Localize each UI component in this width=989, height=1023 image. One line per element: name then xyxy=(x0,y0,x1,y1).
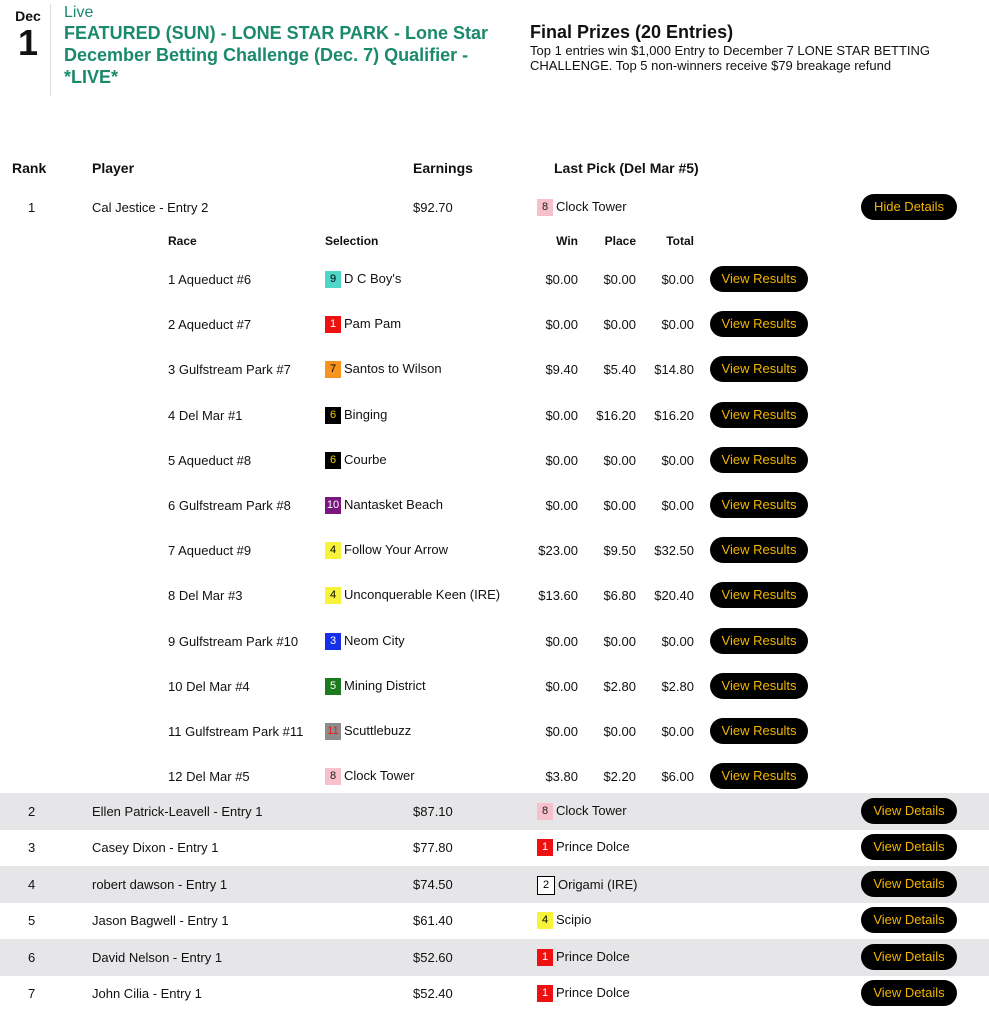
col-player-header: Player xyxy=(92,160,135,176)
detail-place: $5.40 xyxy=(603,362,636,378)
detail-total: $0.00 xyxy=(661,317,694,333)
entry-earnings: $87.10 xyxy=(413,804,453,819)
saddle-cloth-badge: 3 xyxy=(325,633,341,650)
detail-race: 7 Aqueduct #9 xyxy=(168,543,252,559)
leaderboard-row xyxy=(0,975,989,1012)
leaderboard-row xyxy=(0,866,989,903)
contest-header xyxy=(0,0,989,120)
details-toggle-button[interactable]: View Details xyxy=(861,798,957,824)
detail-total: $0.00 xyxy=(661,724,694,739)
entry-player[interactable]: John Cilia - Entry 1 xyxy=(92,986,202,1001)
detail-horse-name: Mining District xyxy=(344,677,426,693)
detail-row xyxy=(0,671,989,701)
detail-row xyxy=(0,264,989,294)
entry-earnings: $61.40 xyxy=(413,913,453,928)
details-toggle-button[interactable]: View Details xyxy=(861,944,957,970)
prizes-block xyxy=(530,22,980,73)
entry-last-pick-name: Prince Dolce xyxy=(556,985,630,1000)
detail-win: $0.00 xyxy=(545,678,578,694)
details-toggle-button[interactable]: View Details xyxy=(861,907,957,933)
contest-status: Live xyxy=(64,4,94,21)
detail-horse-name: Pam Pam xyxy=(344,316,402,332)
view-results-button[interactable]: View Results xyxy=(710,673,808,699)
saddle-cloth-badge: 1 xyxy=(537,949,553,966)
detail-win: $0.00 xyxy=(545,272,578,287)
detail-horse-name: Clock Tower xyxy=(344,768,415,784)
entry-last-pick xyxy=(537,912,591,929)
view-results-button[interactable]: View Results xyxy=(710,718,808,744)
prizes-title: Final Prizes (20 Entries) xyxy=(530,22,734,42)
detail-total: $16.20 xyxy=(654,407,694,423)
saddle-cloth-badge: 11 xyxy=(325,723,341,740)
detail-race: 1 Aqueduct #6 xyxy=(168,272,252,287)
view-results-button[interactable]: View Results xyxy=(710,628,808,654)
entry-player[interactable]: Jason Bagwell - Entry 1 xyxy=(92,913,229,928)
header-divider xyxy=(50,4,51,96)
detail-total: $6.00 xyxy=(661,769,694,785)
detail-race: 6 Gulfstream Park #8 xyxy=(168,498,291,513)
entry-last-pick-name: Clock Tower xyxy=(556,803,627,818)
detail-win: $9.40 xyxy=(545,362,578,378)
detail-place: $6.80 xyxy=(603,588,636,604)
contest-title-block xyxy=(64,4,504,88)
entry-rank: 6 xyxy=(28,950,36,965)
detail-place: $9.50 xyxy=(603,543,636,559)
entry-last-pick xyxy=(537,199,627,216)
detail-total: $32.50 xyxy=(654,543,694,559)
detail-race: 10 Del Mar #4 xyxy=(168,678,250,694)
detail-win: $0.00 xyxy=(545,452,578,468)
detail-row xyxy=(0,535,989,565)
sub-col-win: Win xyxy=(556,234,578,248)
detail-total: $20.40 xyxy=(654,588,694,604)
entry-earnings: $74.50 xyxy=(413,877,453,892)
view-results-button[interactable]: View Results xyxy=(710,447,808,473)
view-results-button[interactable]: View Results xyxy=(710,356,808,382)
details-toggle-button[interactable]: View Details xyxy=(861,980,957,1006)
detail-horse-name: Binging xyxy=(344,406,388,422)
entry-player[interactable]: David Nelson - Entry 1 xyxy=(92,950,223,965)
detail-row xyxy=(0,490,989,520)
entry-rank: 2 xyxy=(28,804,36,819)
col-earnings-header: Earnings xyxy=(413,160,473,176)
entry-earnings: $52.40 xyxy=(413,986,453,1001)
sub-col-race: Race xyxy=(168,234,197,248)
detail-win: $23.00 xyxy=(538,543,578,559)
entry-player[interactable]: Ellen Patrick-Leavell - Entry 1 xyxy=(92,804,263,819)
leaderboard-row xyxy=(0,902,989,939)
saddle-cloth-badge: 1 xyxy=(325,316,341,333)
saddle-cloth-badge: 6 xyxy=(325,452,341,469)
entry-rank: 3 xyxy=(28,840,36,855)
detail-row xyxy=(0,309,989,339)
detail-row xyxy=(0,445,989,475)
detail-win: $0.00 xyxy=(545,317,578,333)
details-toggle-button[interactable]: Hide Details xyxy=(861,194,957,220)
detail-race: 5 Aqueduct #8 xyxy=(168,452,252,468)
detail-race: 12 Del Mar #5 xyxy=(168,769,250,785)
saddle-cloth-badge: 7 xyxy=(325,361,341,378)
sub-col-total: Total xyxy=(666,234,694,248)
detail-race: 9 Gulfstream Park #10 xyxy=(168,633,299,649)
detail-total: $2.80 xyxy=(661,678,694,694)
view-results-button[interactable]: View Results xyxy=(710,763,808,789)
detail-row xyxy=(0,716,989,746)
detail-row xyxy=(0,761,989,791)
detail-race: 4 Del Mar #1 xyxy=(168,407,243,423)
entry-last-pick xyxy=(537,876,637,895)
entry-last-pick xyxy=(537,803,627,820)
detail-selection xyxy=(325,723,411,740)
detail-win: $3.80 xyxy=(545,769,578,785)
leaderboard-row xyxy=(0,939,989,976)
entry-last-pick xyxy=(537,949,630,966)
entry-player[interactable]: Cal Jestice - Entry 2 xyxy=(92,200,209,215)
entry-last-pick-name: Clock Tower xyxy=(556,199,627,214)
detail-place: $2.20 xyxy=(603,769,636,785)
detail-total: $0.00 xyxy=(661,498,694,513)
view-results-button[interactable]: View Results xyxy=(710,492,808,518)
detail-horse-name: D C Boy's xyxy=(344,271,402,286)
detail-selection xyxy=(325,587,500,604)
detail-row xyxy=(0,626,989,656)
detail-total: $14.80 xyxy=(654,362,694,378)
date-day: 1 xyxy=(17,22,39,63)
col-rank-header: Rank xyxy=(12,160,47,176)
detail-place: $16.20 xyxy=(596,407,636,423)
entry-rank: 5 xyxy=(28,913,36,928)
saddle-cloth-badge: 5 xyxy=(325,678,341,695)
detail-race: 3 Gulfstream Park #7 xyxy=(168,362,291,378)
view-results-button[interactable]: View Results xyxy=(710,582,808,608)
detail-win: $0.00 xyxy=(545,498,578,513)
contest-title[interactable]: FEATURED (SUN) - LONE STAR PARK - Lone Star December Betting Challenge (Dec. 7) Qualifier - *LIVE* xyxy=(64,23,488,87)
detail-selection xyxy=(325,542,448,559)
entry-earnings: $77.80 xyxy=(413,840,453,855)
detail-total: $0.00 xyxy=(661,272,694,287)
saddle-cloth-badge: 10 xyxy=(325,497,341,514)
prizes-description: Top 1 entries win $1,000 Entry to December 7 LONE STAR BETTING CHALLENGE. Top 5 non-winners receive $79 breakage refund xyxy=(530,43,931,73)
detail-win: $13.60 xyxy=(538,588,578,604)
detail-race: 2 Aqueduct #7 xyxy=(168,317,252,333)
detail-place: $2.80 xyxy=(603,678,636,694)
entry-rank: 7 xyxy=(28,986,36,1001)
detail-race: 8 Del Mar #3 xyxy=(168,588,243,604)
saddle-cloth-badge: 4 xyxy=(537,912,553,929)
detail-selection xyxy=(325,407,387,424)
entry-last-pick-name: Prince Dolce xyxy=(556,839,630,854)
detail-place: $0.00 xyxy=(603,452,636,468)
detail-win: $0.00 xyxy=(545,407,578,423)
saddle-cloth-badge: 4 xyxy=(325,587,341,604)
details-toggle-button[interactable]: View Details xyxy=(861,834,957,860)
date-month: Dec xyxy=(15,8,41,24)
detail-selection xyxy=(325,361,442,378)
detail-horse-name: Unconquerable Keen (IRE) xyxy=(344,587,501,603)
saddle-cloth-badge: 4 xyxy=(325,542,341,559)
detail-place: $0.00 xyxy=(603,724,636,739)
detail-horse-name: Follow Your Arrow xyxy=(344,542,449,558)
entry-rank: 4 xyxy=(28,877,36,892)
saddle-cloth-badge: 8 xyxy=(537,199,553,216)
entry-player[interactable]: Casey Dixon - Entry 1 xyxy=(92,840,219,855)
sub-col-place: Place xyxy=(604,234,636,248)
detail-selection xyxy=(325,768,415,785)
details-toggle-button[interactable]: View Details xyxy=(861,871,957,897)
detail-race: 11 Gulfstream Park #11 xyxy=(168,724,304,739)
detail-horse-name: Scuttlebuzz xyxy=(344,723,412,738)
saddle-cloth-badge: 6 xyxy=(325,407,341,424)
detail-row xyxy=(0,400,989,430)
detail-selection xyxy=(325,633,405,650)
sub-col-selection: Selection xyxy=(325,234,379,248)
view-results-button[interactable]: View Results xyxy=(710,311,808,337)
detail-selection xyxy=(325,678,426,695)
detail-horse-name: Santos to Wilson xyxy=(344,361,442,377)
leaderboard-row xyxy=(0,189,989,226)
view-results-button[interactable]: View Results xyxy=(710,537,808,563)
contest-date xyxy=(8,8,48,62)
entry-player[interactable]: robert dawson - Entry 1 xyxy=(92,877,228,892)
view-results-button[interactable]: View Results xyxy=(710,266,808,292)
detail-selection xyxy=(325,271,401,288)
saddle-cloth-badge: 1 xyxy=(537,985,553,1002)
entry-earnings: $52.60 xyxy=(413,950,453,965)
detail-total: $0.00 xyxy=(661,633,694,649)
saddle-cloth-badge: 1 xyxy=(537,839,553,856)
entry-last-pick-name: Prince Dolce xyxy=(556,949,630,964)
detail-place: $0.00 xyxy=(603,498,636,513)
entry-last-pick xyxy=(537,839,630,856)
saddle-cloth-badge: 2 xyxy=(537,876,555,895)
entry-rank: 1 xyxy=(28,200,36,215)
entry-last-pick-name: Scipio xyxy=(556,912,592,927)
entry-earnings: $92.70 xyxy=(413,200,453,215)
saddle-cloth-badge: 9 xyxy=(325,271,341,288)
detail-win: $0.00 xyxy=(545,724,578,739)
detail-selection xyxy=(325,452,387,469)
col-last-pick-header: Last Pick (Del Mar #5) xyxy=(554,160,699,176)
detail-row xyxy=(0,580,989,610)
detail-selection xyxy=(325,316,401,333)
detail-horse-name: Nantasket Beach xyxy=(344,497,444,512)
leaderboard-row xyxy=(0,829,989,866)
saddle-cloth-badge: 8 xyxy=(325,768,341,785)
detail-win: $0.00 xyxy=(545,633,578,649)
detail-horse-name: Neom City xyxy=(344,632,405,648)
detail-total: $0.00 xyxy=(661,452,694,468)
detail-place: $0.00 xyxy=(603,272,636,287)
view-results-button[interactable]: View Results xyxy=(710,402,808,428)
entry-last-pick-name: Origami (IRE) xyxy=(558,876,638,892)
detail-horse-name: Courbe xyxy=(344,451,387,467)
detail-place: $0.00 xyxy=(603,317,636,333)
detail-place: $0.00 xyxy=(603,633,636,649)
leaderboard-row xyxy=(0,793,989,830)
detail-row xyxy=(0,354,989,384)
saddle-cloth-badge: 8 xyxy=(537,803,553,820)
detail-selection xyxy=(325,497,443,514)
entry-last-pick xyxy=(537,985,630,1002)
